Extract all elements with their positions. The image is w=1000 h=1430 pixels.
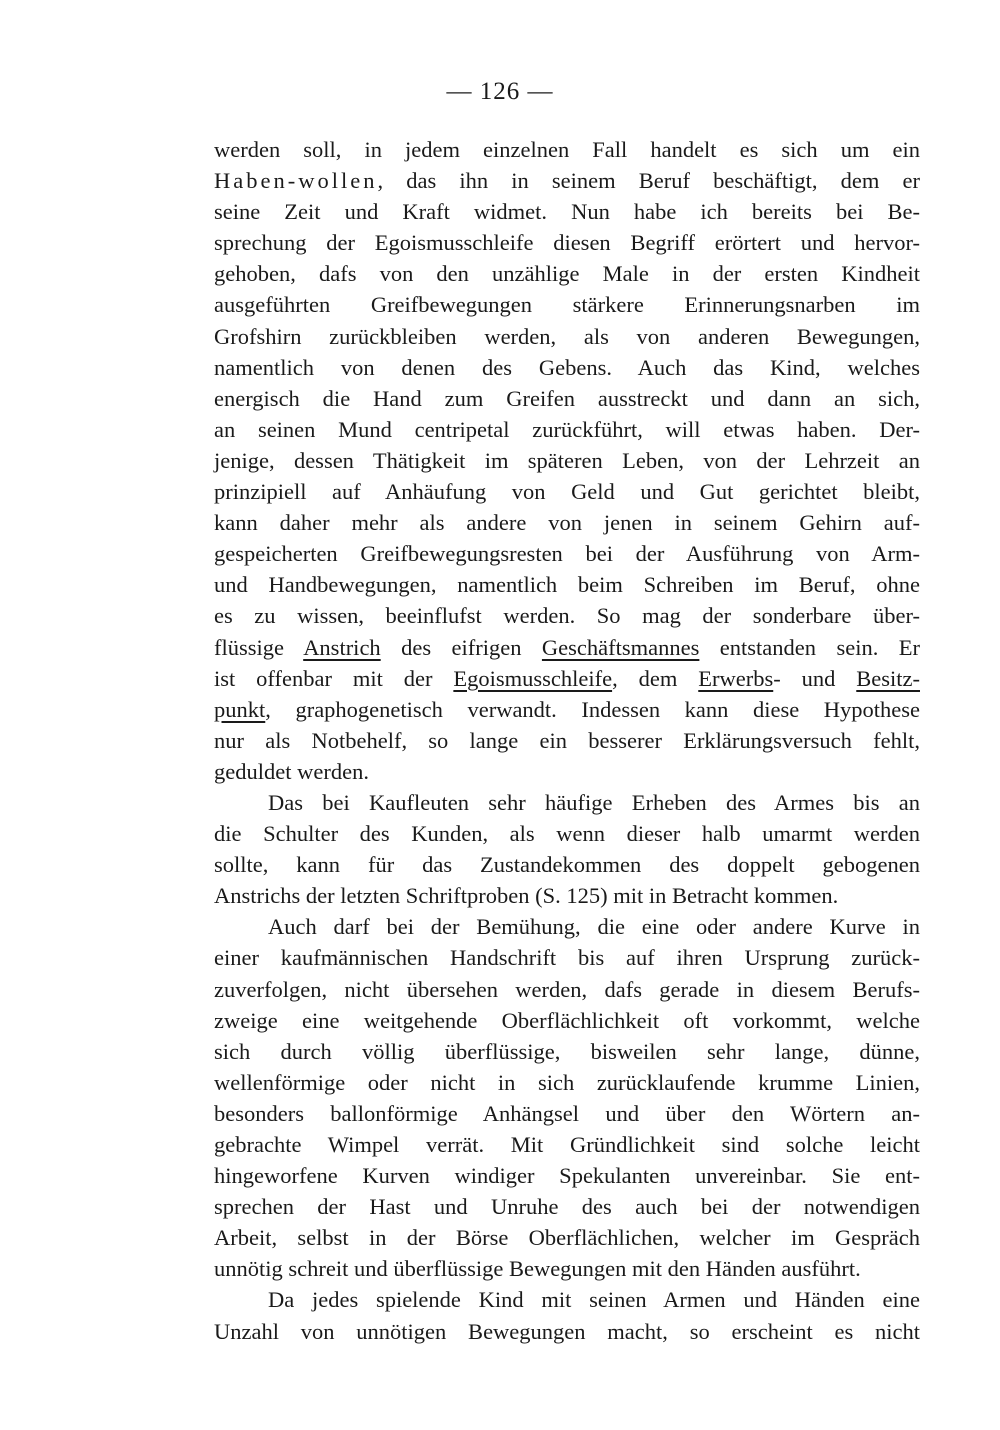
underlined-term: Geschäftsmannes <box>541 634 700 660</box>
text-segment: wellenförmige oder nicht in sich zurücklaufende krumme Linien, <box>214 1069 920 1095</box>
text-line <box>214 1316 920 1347</box>
text-line <box>214 414 920 445</box>
text-line <box>214 1036 920 1067</box>
text-segment: einer kaufmännischen Handschrift bis auf ihren Ursprung zurück- <box>214 945 920 971</box>
text-segment: seine Zeit und Kraft widmet. Nun habe ich bereits bei Be- <box>214 199 920 225</box>
underlined-term: Besitz- <box>856 665 920 691</box>
emphasized-term: Haben-wollen <box>214 168 378 194</box>
text-segment: zweige eine weitgehende Oberflächlichkeit oft vorkommt, welche <box>214 1007 920 1033</box>
text-line <box>214 134 920 165</box>
text-segment: gespeicherten Greifbewegungsresten bei der Ausführung von Arm- <box>214 541 920 567</box>
text-segment: unnötig schreit und überflüssige Bewegungen mit den Händen ausführt. <box>214 1256 861 1282</box>
text-segment: kann daher mehr als andere von jenen in seinem Gehirn auf- <box>214 510 920 536</box>
text-line <box>214 1067 920 1098</box>
text-line <box>214 507 920 538</box>
text-segment: und Handbewegungen, namentlich beim Schreiben im Beruf, ohne <box>214 572 920 598</box>
text-line <box>214 1191 920 1222</box>
text-segment: , graphogenetisch verwandt. Indessen kann diese Hypothese <box>265 696 920 722</box>
text-line <box>214 600 920 631</box>
text-segment: besonders ballonförmige Anhängsel und über den Wörtern an- <box>214 1100 920 1126</box>
text-segment: sprechen der Hast und Unruhe des auch bei der notwendigen <box>214 1194 920 1220</box>
text-segment: zuverfolgen, nicht übersehen werden, dafs gerade in diesem Berufs- <box>214 976 920 1002</box>
text-line <box>214 383 920 414</box>
text-segment: des eifrigen <box>380 634 542 660</box>
text-segment: hingeworfene Kurven windiger Spekulanten unvereinbar. Sie ent- <box>214 1163 920 1189</box>
text-line <box>214 165 920 196</box>
text-segment: jenige, dessen Thätigkeit im späteren Leben, von der Lehrzeit an <box>214 447 920 473</box>
text-segment: Da jedes spielende Kind mit seinen Armen und Händen eine <box>268 1287 920 1313</box>
text-segment: energisch die Hand zum Greifen ausstreckt und dann an sich, <box>214 385 920 411</box>
text-line <box>214 1253 920 1284</box>
text-segment: namentlich von denen des Gebens. Auch das Kind, welches <box>214 354 920 380</box>
text-line <box>214 289 920 320</box>
text-line <box>214 476 920 507</box>
text-segment: ausgeführten Greifbewegungen stärkere Erinnerungsnarben im <box>214 292 920 318</box>
text-line <box>214 694 920 725</box>
text-segment: Auch darf bei der Bemühung, die eine oder andere Kurve in <box>268 914 920 940</box>
text-line <box>214 756 920 787</box>
text-line <box>214 632 920 663</box>
text-line <box>214 942 920 973</box>
text-segment: werden soll, in jedem einzelnen Fall handelt es sich um ein <box>214 137 920 162</box>
text-segment: sollte, kann für das Zustandekommen des doppelt gebogenen <box>214 852 920 878</box>
body-text <box>214 134 920 1347</box>
text-line <box>214 538 920 569</box>
text-segment: sprechung der Egoismusschleife diesen Begriff erörtert und hervor- <box>214 230 920 256</box>
underlined-term: punkt <box>214 696 266 722</box>
text-segment: , dem <box>612 665 699 691</box>
text-segment: die Schulter des Kunden, als wenn dieser halb umarmt werden <box>214 821 920 847</box>
text-line <box>214 880 920 911</box>
text-segment: gebrachte Wimpel verrät. Mit Gründlichkeit sind solche leicht <box>214 1132 920 1157</box>
text-line <box>214 258 920 289</box>
text-segment: ist offenbar mit der <box>214 665 454 691</box>
text-line <box>214 445 920 476</box>
text-segment: gehoben, dafs von den unzählige Male in der ersten Kindheit <box>214 261 920 287</box>
text-segment: sich durch völlig überflüssige, bisweilen sehr lange, dünne, <box>214 1038 920 1064</box>
text-line <box>214 787 920 818</box>
text-segment: Grofshirn zurückbleiben werden, als von anderen Bewegungen, <box>214 323 920 349</box>
text-segment: prinzipiell auf Anhäufung von Geld und Gut gerichtet bleibt, <box>214 479 920 505</box>
text-segment: - und <box>773 665 857 691</box>
text-line <box>214 849 920 880</box>
text-segment: an seinen Mund centripetal zurückführt, will etwas haben. Der- <box>214 416 920 442</box>
text-line <box>214 818 920 849</box>
text-segment: Das bei Kaufleuten sehr häufige Erheben des Armes bis an <box>268 789 920 815</box>
underlined-term: Erwerbs <box>698 665 774 691</box>
underlined-term: Anstrich <box>303 634 381 660</box>
text-line <box>214 911 920 942</box>
text-line <box>214 1129 920 1160</box>
text-segment: Arbeit, selbst in der Börse Oberflächlichen, welcher im Gespräch <box>214 1225 920 1251</box>
text-line <box>214 725 920 756</box>
text-segment: Unzahl von unnötigen Bewegungen macht, so erscheint es nicht <box>214 1318 920 1344</box>
text-line <box>214 196 920 227</box>
text-line <box>214 1222 920 1253</box>
text-line <box>214 1284 920 1315</box>
underlined-term: Egoismusschleife <box>453 665 613 691</box>
text-line <box>214 1005 920 1036</box>
text-line <box>214 1098 920 1129</box>
page-number: — 126 — <box>446 78 554 105</box>
text-line <box>214 974 920 1005</box>
text-line <box>214 321 920 352</box>
text-segment: Anstrichs der letzten Schriftproben (S. 125) mit in Betracht kommen. <box>214 883 839 909</box>
text-segment: flüssige <box>214 634 304 660</box>
text-line <box>214 663 920 694</box>
text-line <box>214 569 920 600</box>
text-line <box>214 227 920 258</box>
text-segment: , das ihn in seinem Beruf beschäftigt, dem er <box>377 168 920 194</box>
text-line <box>214 1160 920 1191</box>
text-segment: entstanden sein. Er <box>699 634 920 660</box>
text-line <box>214 352 920 383</box>
text-segment: nur als Notbehelf, so lange ein besserer Erklärungsversuch fehlt, <box>214 727 920 753</box>
text-segment: es zu wissen, beeinflufst werden. So mag der sonderbare über- <box>214 603 920 629</box>
text-segment: geduldet werden. <box>214 758 369 784</box>
